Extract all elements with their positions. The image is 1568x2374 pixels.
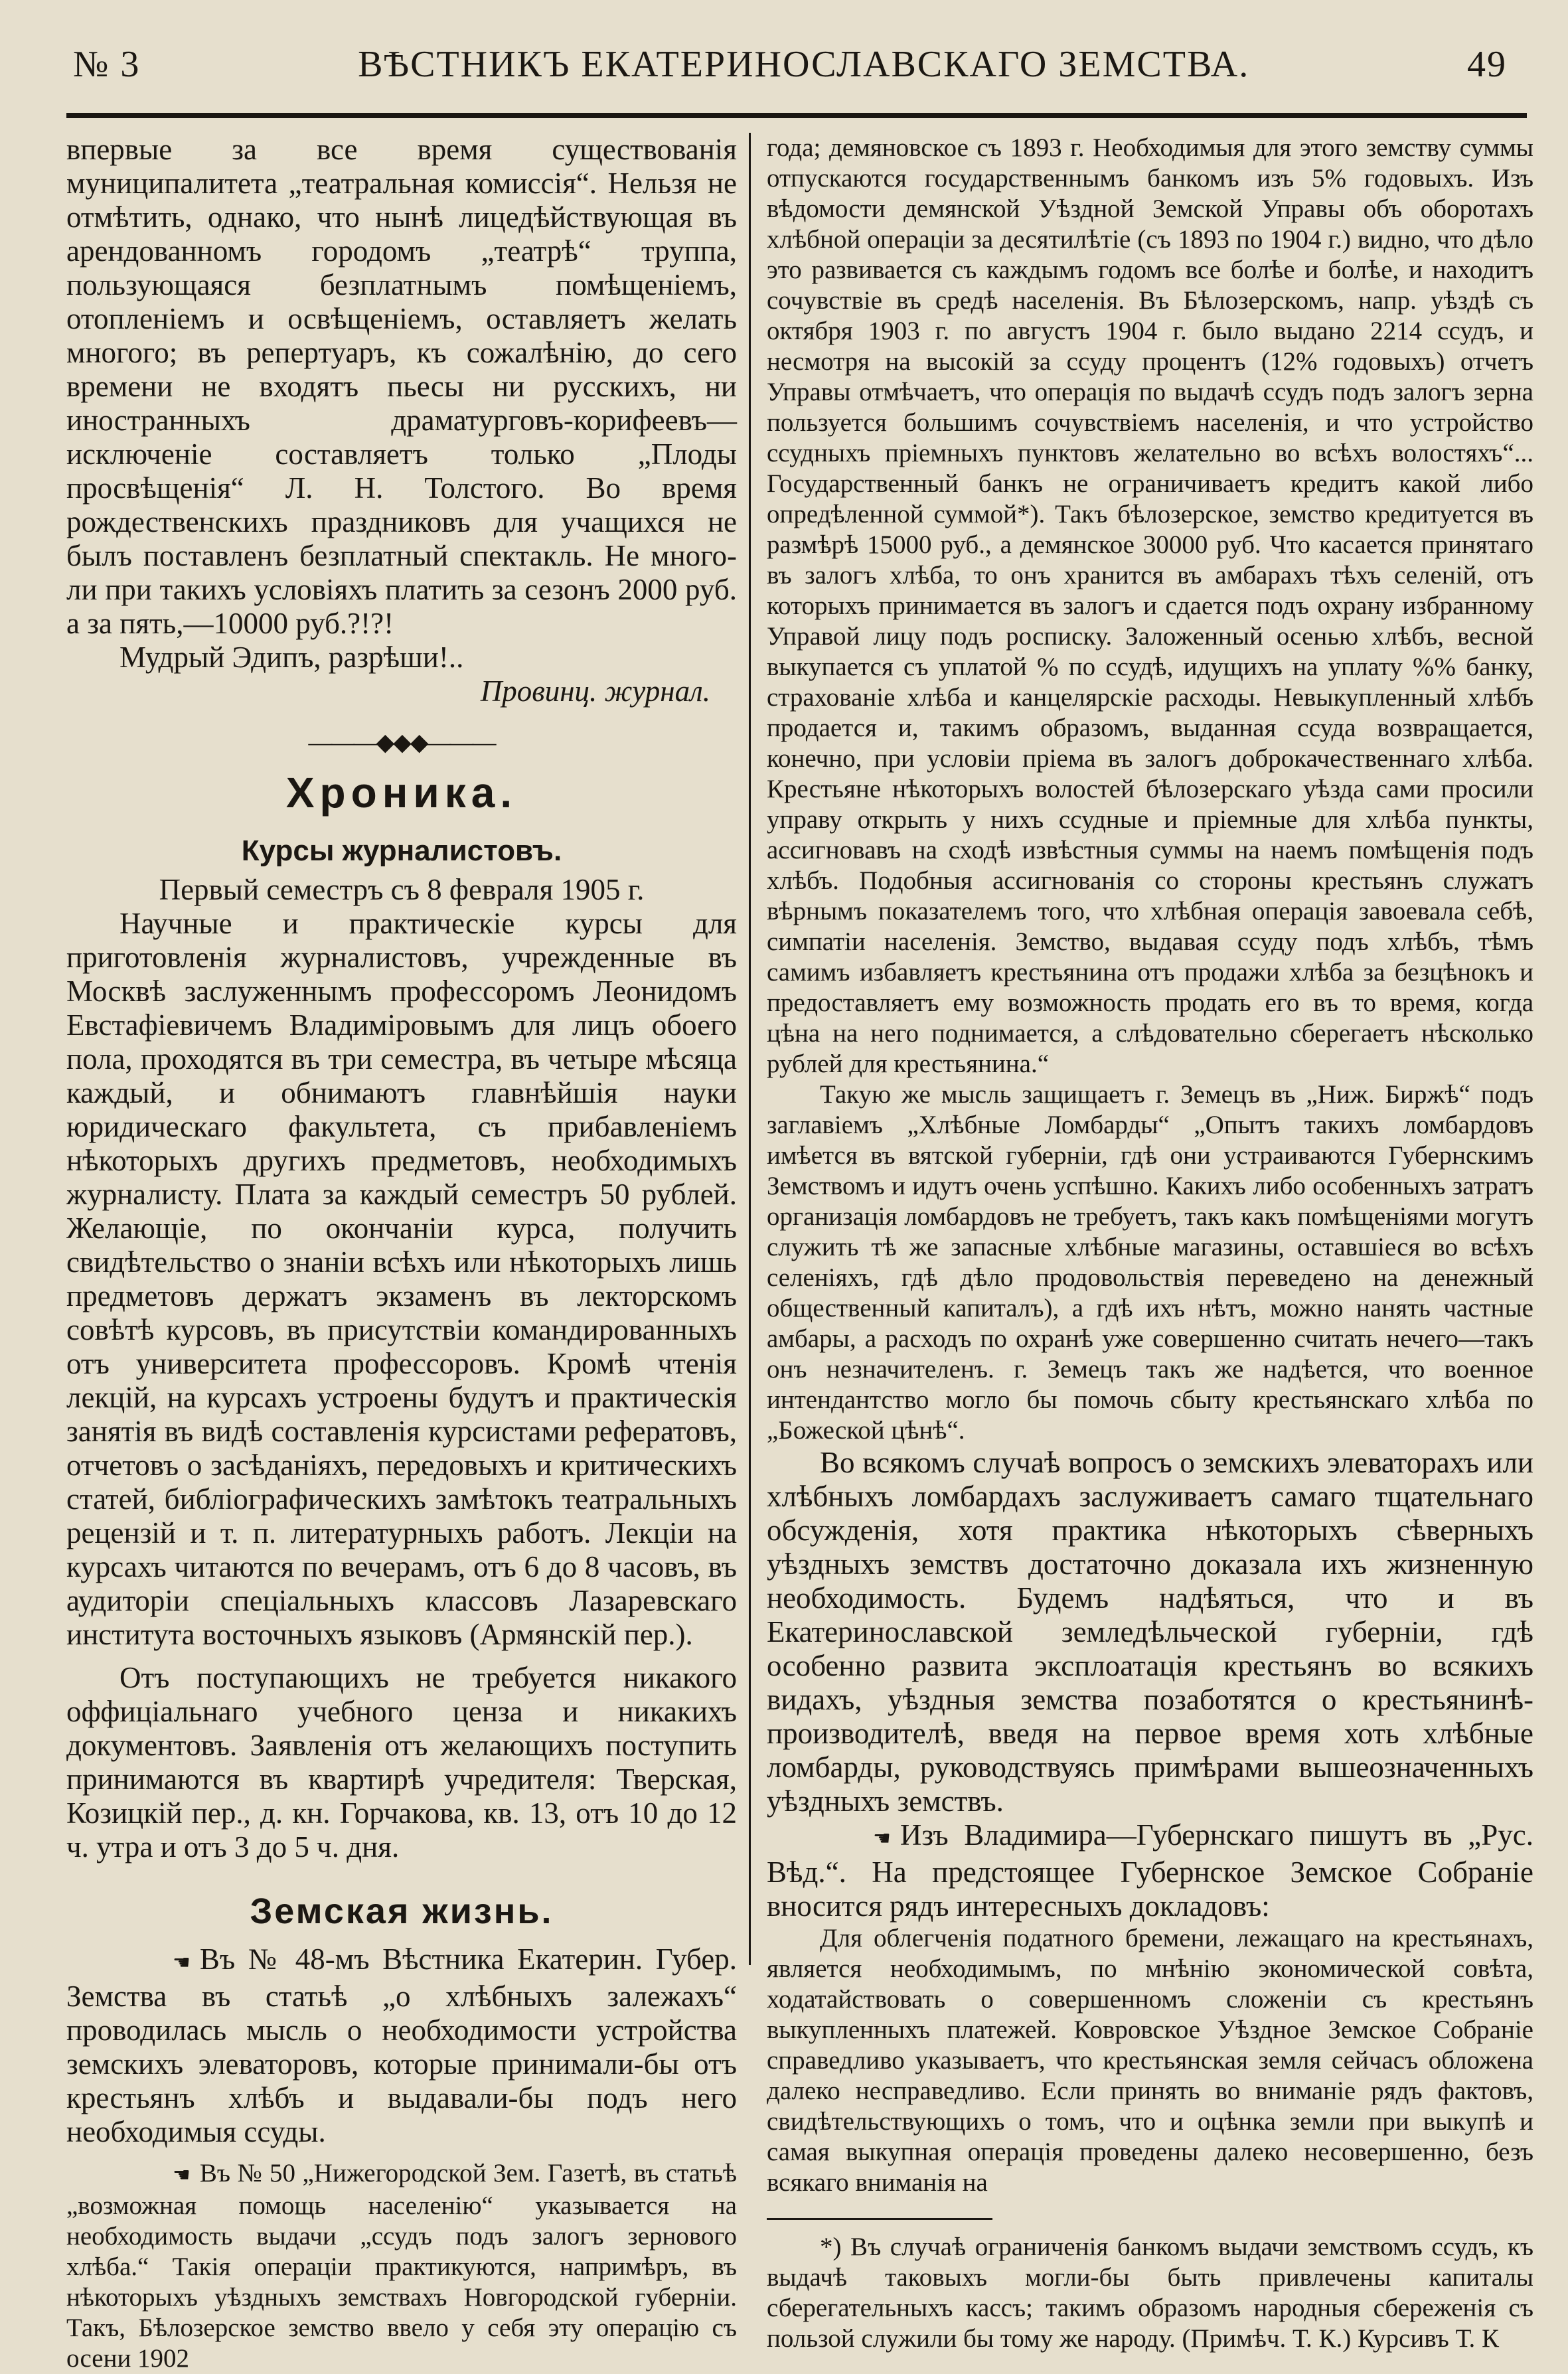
page-number: 49 [1466, 44, 1507, 85]
chronicle-heading: Хроника. [285, 769, 518, 817]
loan-operations-paragraph: года; демяновское съ 1893 г. Необходимыя для этого земству суммы отпускаются государственнымъ банкомъ изъ 5% годовыхъ. Изъ вѣдомости демянской Уѣздной Земской Управы объ оборотахъ хлѣбной операціи за десятилѣтіе (съ 1893 по 1904 г.) видно, что дѣло это развивается съ каждымъ годомъ все болѣе и болѣе, и находитъ сочувствіе въ средѣ населенія. Въ Бѣлозерскомъ, напр. уѣздѣ съ октября 1903 г. по августъ 1904 г. было выдано 2214 ссудъ, и несмотря на высокій за ссуду процентъ (12% годовыхъ) отчетъ Управы отмѣчаетъ, что операція по выдачѣ ссудъ подъ залогъ зерна пользуется большимъ сочувствіемъ населенія, и что устройство ссудныхъ пріемныхъ пунктовъ желательно во всѣхъ волостяхъ“... Государственный банкъ не ограничиваетъ кредитъ какой либо опредѣленной суммой*). Такъ бѣлозерское, земство кредитуется въ размѣрѣ 15000 руб., а демянское 30000 руб. Что касается принятаго въ залогъ хлѣба, то онъ хранится въ амбарахъ тѣхъ селеній, отъ которыхъ принимается въ залогъ и сдается подъ охрану избранному Управой лицу подъ росписку. Заложенный осенью хлѣбъ, весной выкупается съ уплатой % по ссудѣ, идущихъ на уплату %% банку, страхованіе хлѣба и канцелярскіе расходы. Невыкупленный хлѣбъ продается и, такимъ образомъ, выданная ссуда возвращается, конечно, при условіи пріема въ залогъ доброкачественнаго хлѣба. Крестьяне нѣкоторыхъ волостей бѣлозерскаго уѣзда сами просили управу открыть у нихъ ссудные и пріемные для хлѣба пункты, ассигновавъ на сходѣ извѣстныя суммы на наемъ помѣщенія подъ хлѣбъ. Подобныя ассигнованія со стороны крестьянъ служатъ вѣрнымъ показателемъ того, что хлѣбная операція завоевала себѣ, симпатіи населенія. Земство, выдавая ссуду подъ хлѣбъ, тѣмъ самимъ избавляетъ крестьянина отъ продажи хлѣба за безцѣнокъ и предоставляетъ ему возможность продать его въ то время, когда цѣна на него поднимается, а слѣдовательно сберегаетъ нѣсколько рублей для крестьянина.“ [767, 133, 1533, 1078]
page-header [73, 35, 1507, 94]
left-column [66, 133, 737, 2373]
right-column [767, 133, 1533, 2353]
footnote: *) Въ случаѣ ограниченія банкомъ выдачи земствомъ ссудъ, къ выдачѣ таковыхъ могли-бы быть привлечены капиталы сберегательныхъ кассъ; такимъ образомъ народныя сбереженія съ пользой служили бы тому же народу. (Примѣч. Т. К.) Курсивъ Т. К [767, 2233, 1533, 2353]
header-rule [66, 113, 1527, 118]
journal-title: ВѢСТНИКЪ ЕКАТЕРИНОСЛАВСКАГО ЗЕМСТВА. [358, 44, 1250, 85]
zemstvo-paragraph-2: ☚ Въ № 50 „Нижегородской Зем. Газетѣ, въ статьѣ „возможная помощь населенію“ указывается на необходимость выдачи „ссудъ подъ залогъ зернового хлѣба.“ Такія операціи практикуются, напримѣръ, въ нѣкоторыхъ уѣздныхъ земствахъ Новгородской губерніи. Такъ, Бѣлозерское земство ввело у себя эту операцію съ осени 1902 [66, 2159, 737, 2373]
pointing-hand-icon: ☚ [873, 1828, 891, 1850]
grain-pawnshops-paragraph: Такую же мысль защищаетъ г. Земецъ въ „Ниж. Биржѣ“ подъ заглавіемъ „Хлѣбные Ломбарды“ „Опытъ такихъ ломбардовъ имѣется въ вятской губерніи, гдѣ они устраиваются Губернскимъ Земствомъ и идутъ очень успѣшно. Какихъ либо особенныхъ затратъ организація ломбардовъ не требуетъ, такъ какъ помѣщеніями могутъ служить тѣ же запасные хлѣбные магазины, оставшіеся во всѣхъ селеніяхъ, гдѣ дѣло продовольствія переведено на денежный общественный капиталъ), а гдѣ ихъ нѣтъ, можно нанять частные амбары, а расходъ по охранѣ уже совершенно считать нечего—такъ онъ незначителенъ. г. Земецъ такъ же надѣется, что военное интендантство могло бы помочь сбыту крестьянскаго хлѣба по „Божеской цѣнѣ“. [767, 1080, 1533, 1445]
pointing-hand-icon: ☚ [173, 2164, 191, 2186]
article-source: Провинц. журнал. [480, 674, 710, 708]
zemstvo-paragraph-1: ☚ Въ № 48-мъ Вѣстника Екатерин. Губер. Земства въ статьѣ „о хлѣбныхъ залежахъ“ проводилась мысль о необходимости устройства земскихъ элеваторовъ, которые принимали-бы отъ крестьянъ хлѣбъ и выдавали-бы подъ него необходимыя ссуды. [66, 1942, 737, 2148]
footnote-rule [767, 2218, 992, 2220]
vladimir-report-paragraph: ☚ Изъ Владимира—Губернскагo пишутъ въ „Рус. Вѣд.“. На предстоящее Губернское Земское Собраніе вносится рядъ интересныхъ докладовъ: [767, 1818, 1533, 1923]
courses-heading: Курсы журналистовъ. [241, 834, 562, 867]
courses-date: Первый семестръ съ 8 февраля 1905 г. [159, 873, 645, 906]
section-ornament: ———◆◆◆——— [308, 729, 495, 755]
column-divider [749, 133, 751, 1965]
zemstvo-life-heading: Земская жизнь. [250, 1891, 554, 1931]
article-quote: Мудрый Эдипъ, разрѣши!.. [119, 641, 464, 674]
tax-burden-paragraph: Для облегченія податного бремени, лежащаго на крестьянахъ, является необходимымъ, по мнѣнію экономической совѣта, ходатайствовать о совершенномъ сложеніи съ крестьянъ выкупленныхъ платежей. Ковровское Уѣздное Земское Собраніе справедливо указываетъ, что крестьянская земля сейчасъ обложена далеко несправедливо. Если принять во вниманіе рядъ фактовъ, свидѣтельствующихъ о томъ, что и оцѣнка земли при выкупѣ и самая выкупная операція проведены далеко несовершенно, безъ всякаго вниманія на [767, 1924, 1533, 2197]
issue-number: № 3 [73, 44, 141, 85]
conclusion-paragraph: Во всякомъ случаѣ вопросъ о земскихъ элеваторахъ или хлѣбныхъ ломбардахъ заслуживаетъ самаго тщательнаго обсужденія, хотя практика нѣкоторыхъ сѣверныхъ уѣздныхъ земствъ достаточно доказала ихъ жизненную необходимость. Будемъ надѣяться, что и въ Екатеринославской земледѣльческой губерніи, гдѣ особенно развита эксплоатація крестьянъ во всякихъ видахъ, уѣздныя земства позаботятся о крестьянинѣ-производителѣ, введя на первое время хоть хлѣбные ломбарды, руководствуясь примѣрами вышеозначенныхъ уѣздныхъ земствъ. [767, 1446, 1533, 1818]
theatre-article: впервые за все время существованія муниципалитета „театральная комиссія“. Нельзя не отмѣтить, однако, что нынѣ лицедѣйствующая въ арендованномъ городомъ „театрѣ“ труппа, пользующаяся безплатнымъ помѣщеніемъ, отопленіемъ и освѣщеніемъ, оставляетъ желать многого; въ репертуаръ, къ сожалѣнію, до сего времени не входятъ пьесы ни русскихъ, ни иностранныхъ драматурговъ-корифеевъ—исключеніе составляетъ только „Плоды просвѣщенія“ Л. Н. Толстого. Во время рождественскихъ праздниковъ для учащихся не былъ поставленъ безплатный спектакль. Не много-ли при такихъ условіяхъ платить за сезонъ 2000 руб. а за пять,—10000 руб.?!?! [66, 133, 737, 640]
pointing-hand-icon: ☚ [173, 1952, 191, 1974]
courses-admission-paragraph: Отъ поступающихъ не требуется никакого оффиціальнаго учебного ценза и никакихъ документовъ. Заявленія отъ желающихъ поступить принимаются въ квартирѣ учредителя: Тверская, Козицкій пер., д. кн. Горчакова, кв. 13, отъ 10 до 12 ч. утра и отъ 3 до 5 ч. дня. [66, 1661, 737, 1863]
courses-paragraph: Научные и практическіе курсы для приготовленія журналистовъ, учрежденные въ Москвѣ заслуженнымъ профессоромъ Леонидомъ Евстафіевичемъ Владиміровымъ для лицъ обоего пола, проходятся въ три семестра, въ четыре мѣсяца каждый, и обнимаютъ главнѣйшія науки юридическаго факультета, съ прибавленіемъ нѣкоторыхъ другихъ предметовъ, необходимыхъ журналисту. Плата за каждый семестръ 50 рублей. Желающіе, по окончаніи курса, получить свидѣтельство о знаніи всѣхъ или нѣкоторыхъ лишь предметовъ держатъ экзаменъ въ лекторскомъ совѣтѣ курсовъ, въ присутствіи командированныхъ отъ университета профессоровъ. Кромѣ чтенія лекцій, на курсахъ устроены будутъ и практическія занятія въ видѣ составленія курсистами рефератовъ, отчетовъ о засѣданіяхъ, передовыхъ и критическихъ статей, библіографическихъ замѣтокъ театральныхъ рецензій и т. п. литературныхъ работъ. Лекціи на курсахъ читаются по вечерамъ, отъ 6 до 8 часовъ, въ аудиторіи спеціальныхъ классовъ Лазаревскаго института восточныхъ языковъ (Армянскій пер.). [66, 907, 737, 1651]
